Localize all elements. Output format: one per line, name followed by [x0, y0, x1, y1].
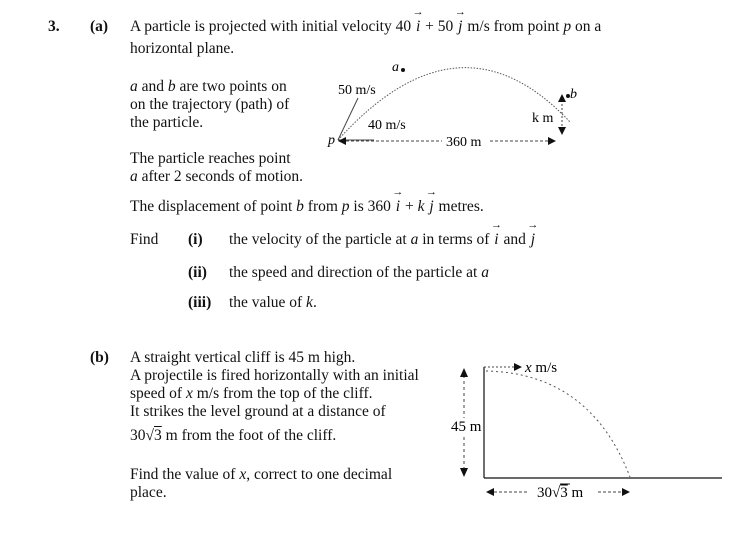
cliff-diagram — [440, 355, 740, 515]
projectile-path — [486, 371, 630, 477]
dist-arrow-left — [486, 488, 494, 496]
dist-arrow-right — [622, 488, 630, 496]
label-40-ms: 40 m/s — [368, 118, 406, 133]
distance-arrow-right — [548, 137, 556, 145]
find-label: Find — [130, 231, 159, 248]
item-iii-num: (iii) — [188, 294, 212, 311]
points-line3: the particle. — [130, 114, 204, 131]
reaches-line1: The particle reaches point — [130, 150, 291, 167]
label-k-m: k m — [532, 111, 554, 126]
label-b: b — [570, 87, 577, 102]
velocity-arrow — [514, 363, 522, 371]
point-a-dot — [401, 68, 405, 72]
velocity-50-line — [338, 98, 358, 140]
part-b-line3: speed of x m/s from the top of the cliff. — [130, 385, 373, 402]
part-b-line1: A straight vertical cliff is 45 m high. — [130, 349, 356, 366]
label-360-m: 360 m — [446, 135, 482, 150]
item-i-num: (i) — [188, 231, 203, 248]
label-p: p — [328, 133, 335, 148]
vector-j: → j — [457, 18, 463, 36]
height-arrow-up — [460, 368, 468, 377]
item-ii-text: the speed and direction of the particle at a — [229, 264, 489, 281]
label-a: a — [392, 60, 399, 75]
part-a-label: (a) — [90, 18, 109, 35]
height-arrow-down — [460, 468, 468, 477]
displacement-line: The displacement of point b from p is 360 → i + k → j metres. — [130, 198, 484, 216]
part-a-intro-line2: horizontal plane. — [130, 40, 235, 57]
item-i-text: the velocity of the particle at a in terms of → i and → j — [229, 231, 536, 249]
points-line1: a and b are two points on — [130, 78, 287, 95]
vector-i: → i — [415, 18, 421, 36]
trajectory-diagram — [330, 50, 590, 155]
part-a-intro-line1: A particle is projected with initial velocity 40 → i + 50 → j m/s from point p on a — [130, 18, 601, 36]
part-b-line2: A projectile is fired horizontally with an initial — [130, 367, 419, 384]
label-distance: 30√3 m — [537, 485, 584, 501]
label-x-ms: x m/s — [525, 360, 558, 376]
question-number: 3. — [48, 18, 60, 35]
points-line2: on the trajectory (path) of — [130, 96, 290, 113]
label-45-m: 45 m — [451, 419, 482, 435]
item-ii-num: (ii) — [188, 264, 207, 281]
part-b-find-line1: Find the value of x, correct to one decimal — [130, 466, 393, 483]
part-b-find-line2: place. — [130, 484, 167, 501]
item-iii-text: the value of k. — [229, 294, 317, 311]
k-arrow-down — [558, 127, 566, 135]
part-b-label: (b) — [90, 349, 109, 366]
part-b-line4: It strikes the level ground at a distance of — [130, 403, 386, 420]
label-50-ms: 50 m/s — [338, 83, 376, 98]
part-b-line5: 30√3 m from the foot of the cliff. — [130, 427, 337, 444]
k-arrow-up — [558, 94, 566, 102]
reaches-line2: a after 2 seconds of motion. — [130, 168, 304, 185]
